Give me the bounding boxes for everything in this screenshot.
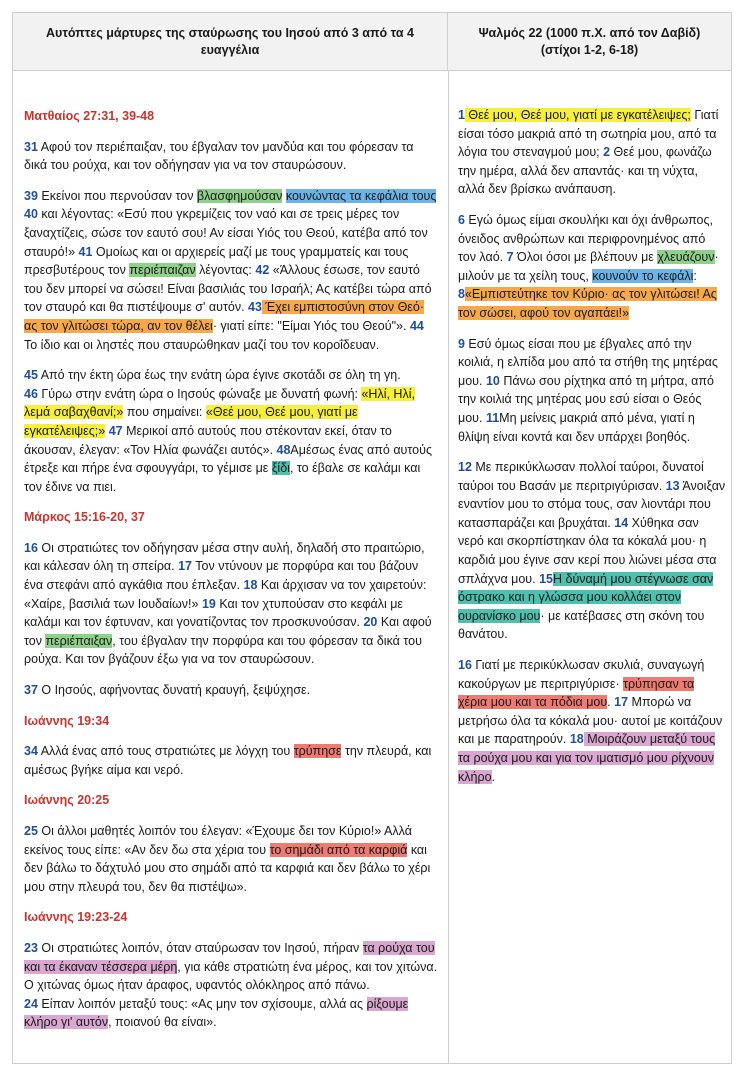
verse-text: . [491, 769, 495, 784]
verse-text: , του έβγαλαν την πορφύρα και του φόρεσαν τα δικά του ρούχα. Και τον βγάζουν έξω για να τον σταυρώσουν. [24, 633, 422, 667]
paragraph [24, 939, 438, 1032]
verse-text: Και τον χτυπούσαν στο κεφάλι με καλάμι και τον έφτυναν, και γονατίζοντας τον προσκυνούσαν. [24, 596, 403, 630]
highlight-pink: τα ρούχα του και τα έκαναν τέσσερα μέρη [24, 940, 435, 974]
paragraph [458, 458, 726, 644]
verse-text: , για κάθε στρατιώτη ένα μέρος, και τον χιτώνα. Ο χιτώνας όμως ήταν άραφος, υφαντός ολόκληρος από πάνω. [24, 959, 438, 993]
verse-text: Ο Ιησούς, αφήνοντας δυνατή κραυγή, ξεψύχησε. [37, 683, 311, 698]
verse-text: Γύρω στην ενάτη ώρα ο Ιησούς φώναξε με δυνατή φωνή: [37, 386, 362, 401]
verse-number: 17 [178, 559, 193, 574]
verse-number: 8 [458, 287, 465, 302]
verse-number: 11 [485, 410, 500, 425]
verse-text: που σημαίνει: [123, 405, 206, 420]
verse-number: 19 [201, 596, 216, 611]
verse-text: Χύθηκα σαν νερό και σκορπίστηκαν όλα τα κόκαλά μου· η καρδιά μου έγινε σαν κερί που λιώνει μέσα στα σπλάχνα μου. [458, 515, 717, 586]
verse-text: , το έβαλε σε καλάμι και τον έδινε να πιει. [24, 461, 421, 494]
paragraph [24, 822, 438, 896]
highlight-red: τρύπησαν τα χέρια μου και τα πόδια μου [458, 676, 695, 710]
verse-number: 20 [363, 615, 378, 630]
verse-text: Άνοιξαν εναντίον μου το στόμα τους, σαν λιοντάρι που κατασπαράζει και βρυχάται. [458, 478, 726, 530]
verse-number: 31 [24, 139, 38, 154]
highlight-green: βλασφημούσαν [196, 188, 283, 203]
verse-number: 44 [409, 318, 424, 333]
highlight-green: περιέπαιζαν [129, 263, 196, 278]
highlight-yellow: «Ηλί, Ηλί, λεμά σαβαχθανί;» [24, 386, 415, 420]
comparison-table [12, 12, 732, 1064]
verse-number: 42 [255, 263, 270, 278]
verse-number: 41 [78, 244, 93, 259]
paragraph [24, 539, 438, 669]
highlight-pink: Μοιράζουν μεταξύ τους τα ρούχα μου και για τον ιματισμό μου ρίχνουν κλήρο [458, 732, 716, 784]
verse-number: 37 [24, 683, 38, 698]
column-divider [448, 71, 449, 1063]
verse-number: 1 [458, 108, 465, 122]
highlight-orange: Έχει εμπιστοσύνη στον Θεό· ας τον γλιτώσει τώρα, αν τον θέλει [24, 300, 424, 333]
verse-text: Θεέ μου, φωνάζω την ημέρα, αλλά δεν απαντάς· και τη νύχτα, αλλά δεν βρίσκω ανάπαυση. [458, 145, 712, 197]
verse-text: Και αφού τον [24, 615, 432, 648]
verse-text: Μπορώ να μετρήσω όλα τα κόκαλά μου· αυτοί με κοιτάζουν και με παρατηρούν. [458, 695, 723, 747]
verse-text: Οι άλλοι μαθητές λοιπόν του έλεγαν: «Έχουμε δει τον Κύριο!» Αλλά εκείνος τους είπε: «Αν δεν δω στα χέρια του [24, 824, 412, 857]
paragraph [458, 656, 726, 786]
highlight-green: χλευάζουν [657, 250, 715, 265]
verse-text: Εγώ όμως είμαι σκουλήκι και όχι άνθρωπος, όνειδος ανθρώπων και περιφρονημένος από τον λαό. [458, 212, 714, 265]
highlight-yellow: «Θεέ μου, Θεέ μου, γιατί με εγκατέλειψες;» [24, 405, 358, 438]
verse-text: και δεν βάλω το δάχτυλό μου στο σημάδι από τα καρφιά και δεν βάλω το χέρι μου στην πλευρά του, δεν θα πιστέψω». [24, 842, 431, 894]
highlight-blue: κουνώντας τα κεφάλια τους [285, 188, 437, 203]
section-title-matthew: Ματθαίος 27:31, 39-48 [24, 109, 155, 123]
verse-text: Πάνω σου ρίχτηκα από τη μήτρα, από την κοιλιά της μητέρας μου εσύ είσαι ο Θεός μου. [458, 373, 714, 425]
verse-number: 12 [458, 460, 472, 475]
verse-text: Τον ντύνουν με πορφύρα και του βάζουν ένα στεφάνι από αγκάθια που έπλεξαν. [24, 559, 419, 593]
gospels-column [24, 71, 438, 1032]
verse-text: Οι στρατιώτες τον οδήγησαν μέσα στην αυλή, δηλαδή στο πραιτώριο, και κάλεσαν όλη τη σπείρα. [24, 540, 425, 574]
verse-text: · με κατέβασες στη σκόνη του θανάτου. [458, 608, 705, 642]
verse-number: 48 [276, 442, 291, 457]
verse-number: 25 [24, 824, 38, 838]
verse-number: 10 [485, 373, 500, 388]
verse-number: 18 [243, 578, 258, 593]
verse-number: 14 [614, 515, 629, 530]
highlight-green: περιέπαιξαν [45, 633, 113, 648]
verse-text: Το ίδιο και οι ληστές που σταυρώθηκαν μαζί του τον κοροΐδευαν. [24, 337, 380, 352]
verse-number: 15 [539, 571, 553, 586]
section-title-john-19-34: Ιωάννης 19:34 [24, 713, 110, 728]
verse-number: 34 [24, 744, 38, 759]
verse-number: 2 [603, 145, 611, 160]
verse-text: Ομοίως και οι αρχιερείς μαζί με τους γραμματείς και τους πρεσβυτέρους τον [24, 244, 409, 278]
verse-number: 9 [458, 336, 465, 351]
verse-number: 40 [24, 207, 38, 222]
verse-text: την πλευρά, και αμέσως βγήκε αίμα και νερό. [24, 744, 432, 777]
highlight-teal: ξίδι [271, 461, 290, 476]
verse-number: 16 [24, 540, 38, 555]
paragraph [458, 211, 726, 323]
verse-number: 24 [24, 996, 38, 1011]
paragraph [24, 138, 438, 175]
verse-text: Γιατί με περικύκλωσαν σκυλιά, συναγωγή κακούργων με περιτριγύρισε· [458, 658, 705, 691]
verse-number: 18 [569, 732, 584, 747]
section-title-john-20-25: Ιωάννης 20:25 [24, 793, 110, 808]
highlight-teal: Η δύναμή μου στέγνωσε σαν όστρακο και η γλώσσα μου κολλάει στον ουρανίσκο μου [458, 571, 714, 623]
verse-number: 43 [248, 300, 262, 315]
verse-text: Αφού τον περιέπαιξαν, του έβγαλαν τον μανδύα και του φόρεσαν τα δικά του ρούχα, και τον οδήγησαν για να τον σταυρώσουν. [24, 139, 414, 173]
verse-text: Μη μείνεις μακριά από μένα, γιατί η θλίψη είναι κοντά και δεν υπάρχει βοηθός. [458, 410, 695, 444]
verse-text: . [607, 695, 615, 710]
verse-text: : [693, 268, 697, 283]
highlight-orange: «Εμπιστεύτηκε τον Κύριο· ας τον γλιτώσει! Ας τον σώσει, αφού τον αγαπάει!» [458, 287, 717, 320]
verse-text: Γιατί είσαι τόσο μακριά από τη σωτηρία μου, από τα λόγια του στεναγμού μου; [458, 108, 719, 160]
highlight-red: το σημάδι από τα καρφιά [269, 842, 408, 857]
verse-text: και λέγοντας: «Εσύ που γκρεμίζεις τον ναό και σε τρεις μέρες τον ξαναχτίζεις, σώσε τον εαυτό σου! Αν είσαι Υιός του Θεού, κατέβα από τον σταυρό!» [24, 207, 428, 259]
header-psalm: Ψαλμός 22 (1000 π.Χ. από τον Δαβίδ) (στίχοι 1-2, 6-18) [448, 13, 731, 71]
verse-text: , ποιανού θα είναι». [108, 1015, 217, 1030]
verse-text: «Άλλους έσωσε, τον εαυτό του δεν μπορεί να σώσει! Είναι βασιλιάς του Ισραήλ; Ας κατέβει τώρα από τον σταυρό και θα πιστέψουμε σ' αυτόν. [24, 263, 432, 315]
verse-number: 45 [24, 368, 38, 383]
highlight-pink: ρίξουμε κλήρο γι' αυτόν [24, 996, 409, 1030]
section-title-mark: Μάρκος 15:16-20, 37 [24, 510, 145, 525]
paragraph [458, 106, 726, 199]
verse-text: Μερικοί από αυτούς που στέκονταν εκεί, όταν το άκουσαν, έλεγαν: «Τον Ηλία φωνάζει αυτός». [24, 423, 392, 457]
verse-number: 13 [665, 478, 680, 493]
section-title-john-19-23: Ιωάννης 19:23-24 [24, 910, 128, 925]
paragraph [24, 366, 438, 496]
verse-number: 39 [24, 188, 38, 203]
highlight-red: τρύπησε [293, 744, 342, 759]
verse-text: Όλοι όσοι με βλέπουν με [513, 250, 658, 265]
verse-text: Οι στρατιώτες λοιπόν, όταν σταύρωσαν τον Ιησού, πήραν [37, 940, 363, 955]
verse-number: 17 [614, 695, 629, 710]
verse-text: Αμέσως ένας από αυτούς έτρεξε και πήρε ένα σφουγγάρι, το γέμισε με [24, 442, 432, 476]
verse-number: 7 [506, 250, 514, 265]
paragraph [458, 335, 726, 447]
highlight-yellow: Θεέ μου, Θεέ μου, γιατί με εγκατέλειψες; [464, 108, 691, 122]
highlight-blue: κουνούν το κεφάλι [592, 268, 694, 283]
verse-number: 6 [458, 212, 465, 227]
verse-number: 46 [24, 386, 38, 401]
verse-text: · γιατί είπε: "Είμαι Υιός του Θεού"». [212, 318, 410, 333]
verse-text: Με περικύκλωσαν πολλοί ταύροι, δυνατοί ταύροι του Βασάν με περιτριγύρισαν. [458, 460, 704, 493]
verse-text: Είπαν λοιπόν μεταξύ τους: «Ας μην τον σχίσουμε, αλλά ας [37, 996, 367, 1011]
verse-text: Εκείνοι που περνούσαν τον [37, 188, 197, 203]
verse-number: 23 [24, 940, 38, 955]
verse-number: 16 [458, 658, 472, 673]
paragraph [24, 681, 438, 700]
verse-text: Αλλά ένας από τους στρατιώτες με λόγχη του [37, 744, 294, 759]
paragraph [24, 187, 438, 354]
header-gospels: Αυτόπτες μάρτυρες της σταύρωσης του Ιησού από 3 από τα 4 ευαγγέλια [13, 13, 448, 71]
verse-text: λέγοντας: [195, 263, 256, 278]
verse-text: Εσύ όμως είσαι που με έβγαλες από την κοιλιά, η ελπίδα μου από τα στήθη της μητέρας μου. [458, 336, 718, 388]
paragraph [24, 742, 438, 779]
verse-text: Και άρχισαν να τον χαιρετούν: «Χαίρε, βασιλιά των Ιουδαίων!» [24, 578, 427, 611]
verse-text: · μιλούν με τα χείλη τους, [458, 250, 719, 283]
psalm-column [458, 71, 726, 786]
verse-number: 47 [108, 423, 123, 438]
verse-text: Από την έκτη ώρα έως την ενάτη ώρα έγινε σκοτάδι σε όλη τη γη. [37, 368, 401, 383]
